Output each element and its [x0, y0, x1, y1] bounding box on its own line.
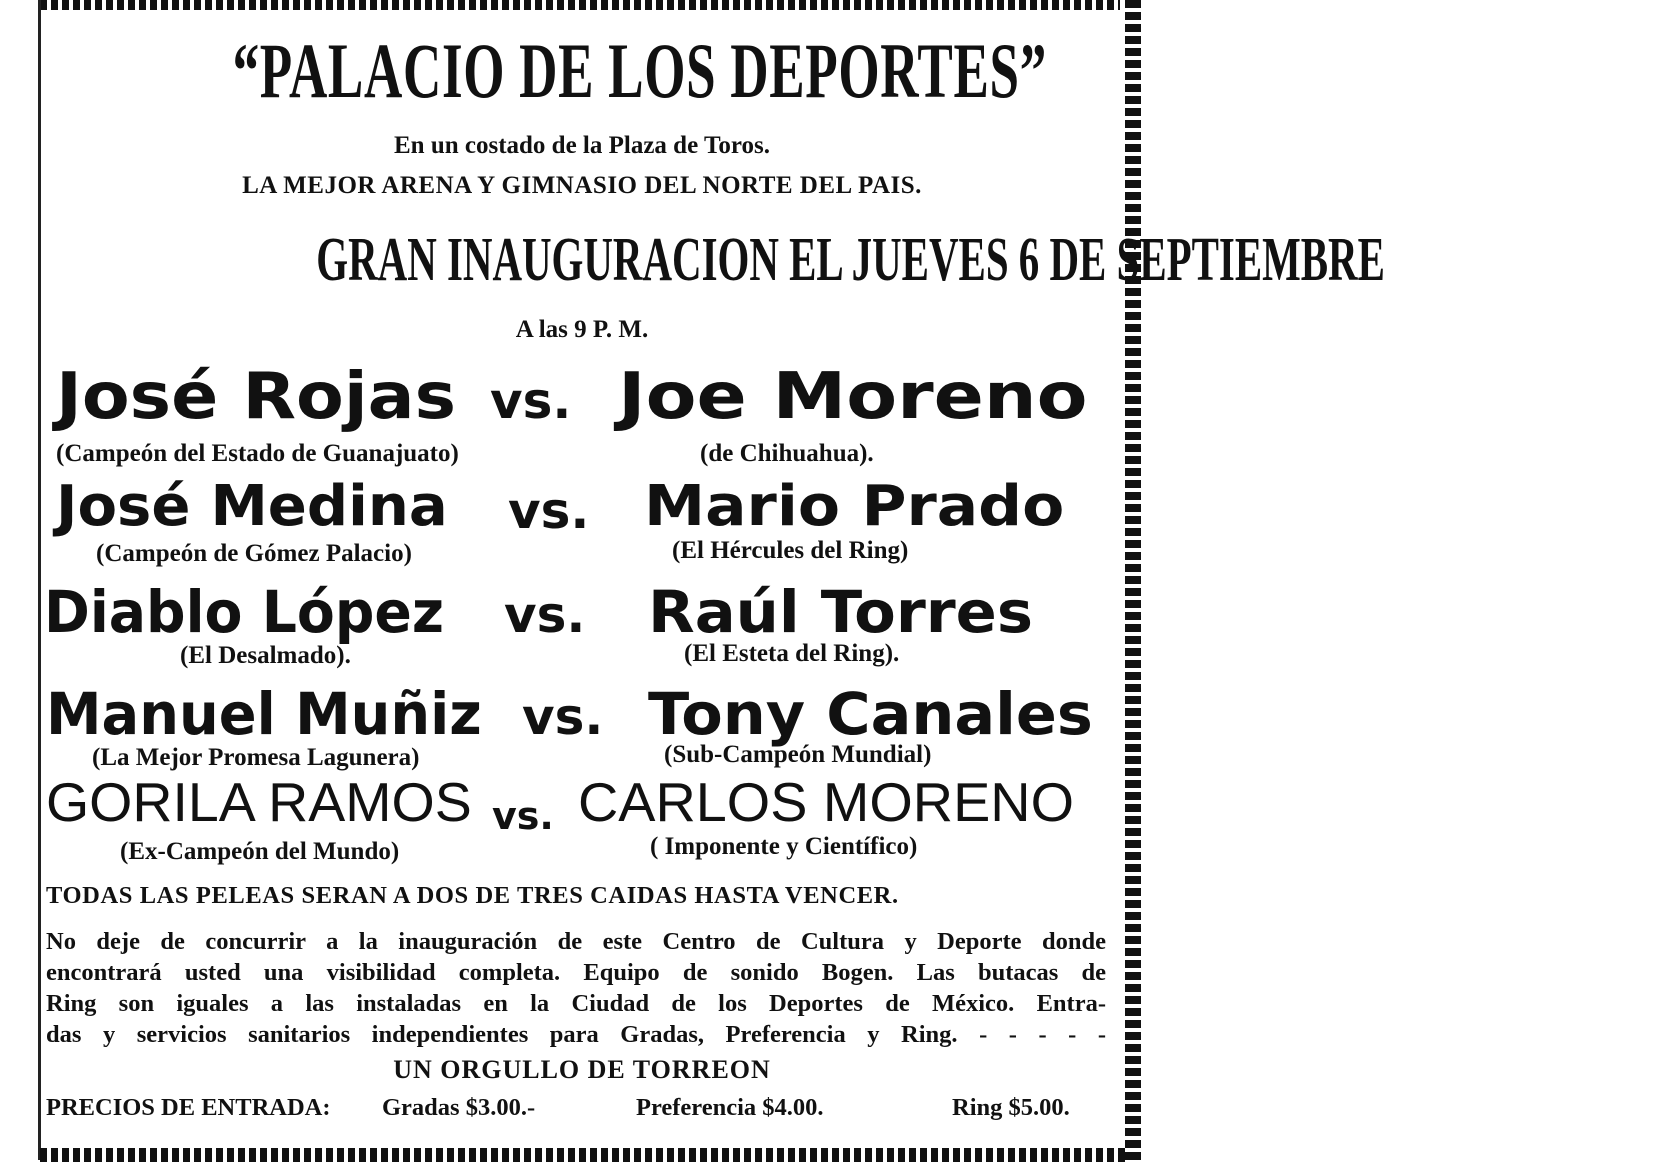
description-line-1: No deje de concurrir a la inauguración de este Centro de Cultura y Deporte donde: [46, 928, 1106, 955]
bout-4-right-fighter: Tony Canales: [648, 680, 1093, 748]
opening-headline: GRAN INAUGURACION EL JUEVES 6 DE SEPTIEMBRE: [316, 226, 1385, 294]
falls-rule: TODAS LAS PELEAS SERAN A DOS DE TRES CAIDAS HASTA VENCER.: [46, 882, 899, 909]
bout-1-right-note: (de Chihuahua).: [700, 440, 874, 467]
bout-1-right-fighter: Joe Moreno: [618, 360, 1088, 434]
prices-label: PRECIOS DE ENTRADA:: [46, 1094, 331, 1121]
bout-3-right-note: (El Esteta del Ring).: [684, 640, 900, 667]
bout-4-left-note: (La Mejor Promesa Lagunera): [92, 744, 420, 771]
bout-5-left-fighter: GORILA RAMOS: [46, 771, 472, 833]
bout-2-right-fighter: Mario Prado: [644, 474, 1065, 539]
bout-1-left-fighter: José Rojas: [56, 360, 457, 434]
bout-3-left-note: (El Desalmado).: [180, 642, 351, 669]
bottom-border-rule: [40, 1148, 1125, 1162]
bout-5-vs: vs.: [492, 794, 554, 838]
bout-5-right-fighter: CARLOS MORENO: [578, 771, 1074, 833]
slogan: UN ORGULLO DE TORREON: [393, 1055, 771, 1084]
venue-tagline: LA MEJOR ARENA Y GIMNASIO DEL NORTE DEL PAIS.: [242, 172, 922, 199]
bout-3-right-fighter: Raúl Torres: [648, 578, 1033, 646]
bout-3-vs: vs.: [504, 586, 586, 644]
price-gradas: Gradas $3.00.-: [382, 1094, 536, 1121]
event-time: A las 9 P. M.: [515, 316, 649, 343]
price-preferencia: Preferencia $4.00.: [636, 1094, 824, 1121]
price-ring: Ring $5.00.: [952, 1094, 1070, 1121]
description-line-4: das y servicios sanitarios independientes para Gradas, Preferencia y Ring. - - - - -: [46, 1021, 1106, 1048]
bout-2-vs: vs.: [508, 482, 590, 540]
bout-1-vs: vs.: [490, 372, 572, 430]
bout-4-left-fighter: Manuel Muñiz: [46, 680, 482, 748]
bout-2-left-note: (Campeón de Gómez Palacio): [96, 540, 412, 567]
bout-2-right-note: (El Hércules del Ring): [672, 537, 909, 564]
bout-4-right-note: (Sub-Campeón Mundial): [664, 741, 932, 768]
description-line-3: Ring son iguales a las instaladas en la Ciudad de los Deportes de México. Entra-: [46, 990, 1106, 1017]
top-border-rule: [40, 0, 1120, 10]
bout-2-left-fighter: José Medina: [56, 474, 448, 539]
bout-4-vs: vs.: [522, 688, 604, 746]
bout-5-right-note: ( Imponente y Científico): [650, 833, 918, 860]
right-border-rule: [1125, 0, 1141, 1160]
venue-location: En un costado de la Plaza de Toros.: [393, 132, 770, 159]
bout-3-left-fighter: Diablo López: [44, 578, 445, 646]
bout-5-left-note: (Ex-Campeón del Mundo): [120, 838, 400, 865]
bout-1-left-note: (Campeón del Estado de Guanajuato): [56, 440, 459, 467]
venue-title: “PALACIO DE LOS DEPORTES”: [232, 27, 1047, 114]
description-line-2: encontrará usted una visibilidad completa. Equipo de sonido Bogen. Las butacas de: [46, 959, 1106, 986]
